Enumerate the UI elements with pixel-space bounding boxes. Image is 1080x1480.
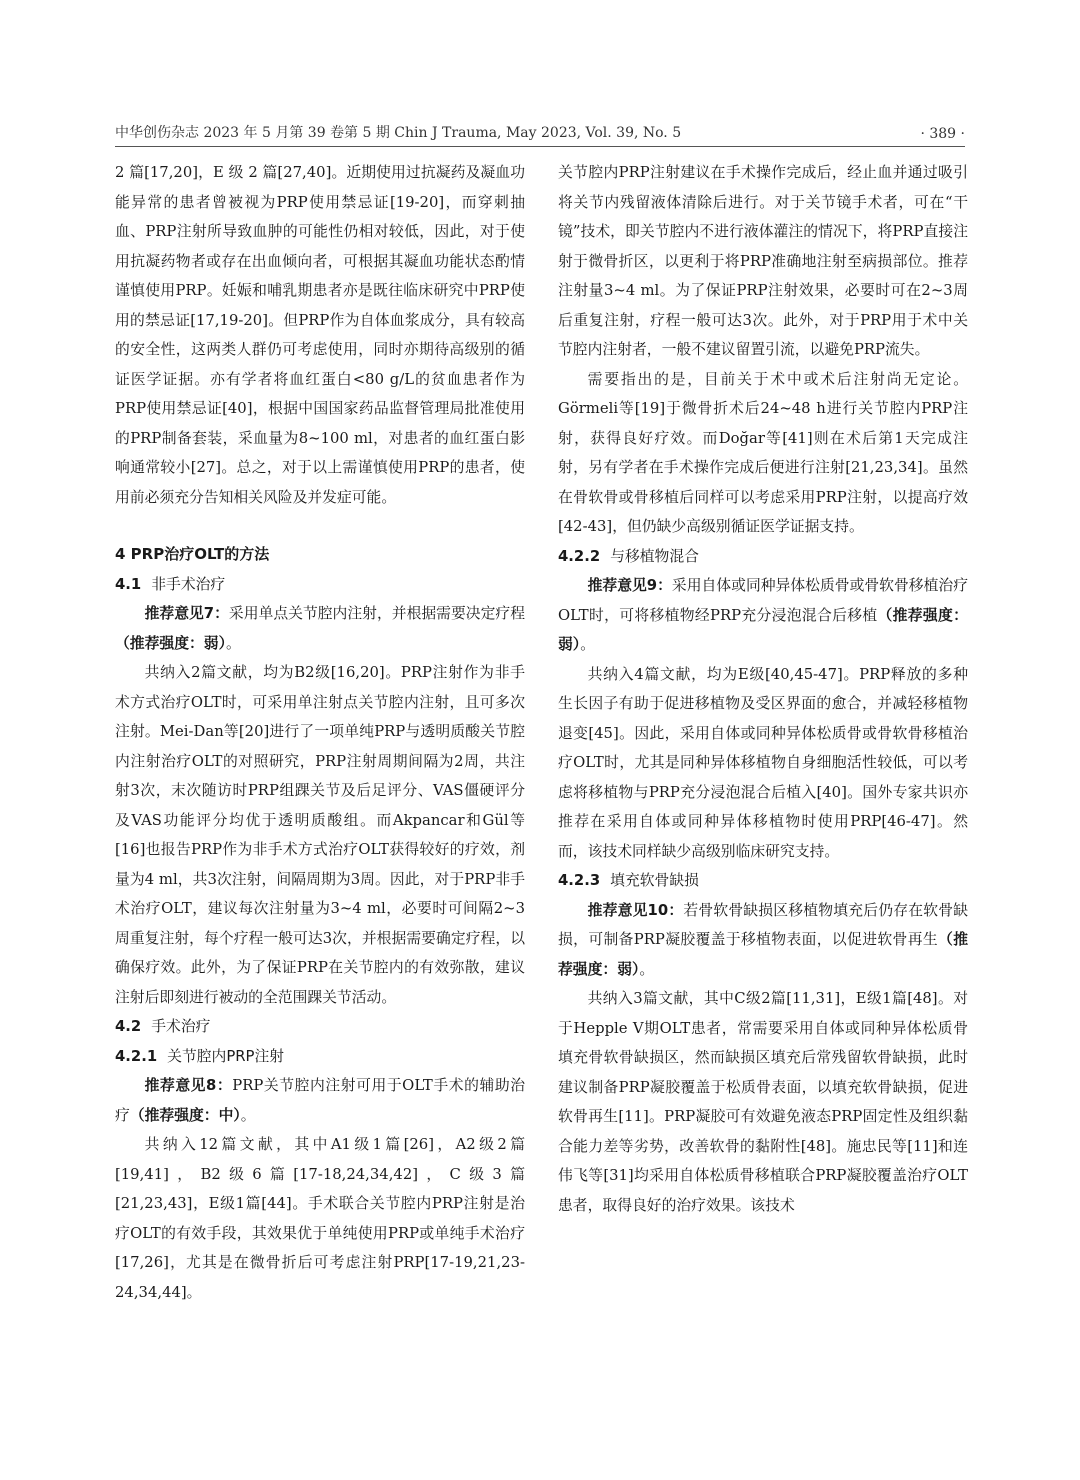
paragraph-cartilage-defect: 共纳入3篇文献，其中C级2篇[11,31]，E级1篇[48]。对于Hepple Ⅴ期OLT患者，常需要采用自体或同种异体松质骨填充骨软骨缺损区，然而缺损区填充后常残留软骨缺损，此时建议制备PRP凝胶覆盖于松质骨表面，以填充软骨缺损，促进软骨再生[11]。PRP凝胶可有效避免液态PRP固定性及组织黏合能力差等劣势，改善软骨的黏附性[48]。施忠民等[11]和连伟飞等[31]均采用自体松质骨移植联合PRP凝胶覆盖治疗OLT患者，取得良好的治疗效果。该技术 <box>558 990 968 1214</box>
recommendation-strength: （推荐强度：中） <box>129 1106 241 1124</box>
section-gap <box>115 512 525 540</box>
subsection-heading-4-2-2 <box>558 542 968 572</box>
subsection-title: 非手术治疗 <box>151 575 226 593</box>
right-column <box>558 158 968 1220</box>
subsection-heading-4-1 <box>115 570 525 600</box>
subsection-title: 关节腔内PRP注射 <box>167 1047 285 1065</box>
paragraph-no-consensus: 需要指出的是，目前关于术中或术后注射尚无定论。Görmeli等[19]于微骨折术后24~48 h进行关节腔内PRP注射，获得良好疗效。而Doğar等[41]则在术后第1天完成注射，另有学者在手术操作完成后便进行注射[21,23,34]。虽然在骨软骨或骨移植后同样可以考虑采用PRP注射，以提高疗效[42-43]，但仍缺少高级别循证医学证据支持。 <box>558 370 968 535</box>
recommendation-text: 采用自体或同种异体松质骨或骨软骨移植治疗OLT时，可将移植物经PRP充分浸泡混合后移植 <box>558 577 968 624</box>
journal-citation: 中华创伤杂志 2023 年 5 月第 39 卷第 5 期 Chin J Trauma, May 2023, Vol. 39, No. 5 <box>115 125 682 141</box>
recommendation-label: 推荐意见8： <box>144 1077 233 1094</box>
running-header <box>115 118 965 147</box>
left-column <box>115 158 525 1307</box>
recommendation-end: 。 <box>240 1106 256 1124</box>
recommendation-label: 推荐意见9： <box>587 577 672 594</box>
recommendation-strength: （推荐强度：弱） <box>558 606 968 653</box>
subsection-title: 手术治疗 <box>151 1018 211 1035</box>
subsection-number: 4.2.3 <box>558 872 601 889</box>
page-number: · 389 · <box>920 126 965 142</box>
recommendation-text: PRP关节腔内注射可用于OLT手术的辅助治疗 <box>115 1077 525 1124</box>
recommendation-label: 推荐意见10： <box>587 901 684 919</box>
recommendation-10 <box>558 896 968 985</box>
paragraph-intraarticular-evidence: 共纳入12篇文献，其中A1级1篇[26]，A2级2篇[19,41]，B2级6篇[17-18,24,34,42]，C级3篇[21,23,43]，E级1篇[44]。手术联合关节腔内PRP注射是治疗OLT的有效手段，其效果优于单纯使用PRP或单纯手术治疗[17,26]，尤其是在微骨折后可考虑注射PRP[17-19,21,23-24,34,44]。 <box>115 1136 525 1301</box>
recommendation-end: 。 <box>580 636 596 653</box>
recommendation-end: 。 <box>639 960 655 978</box>
subsection-number: 4.2.2 <box>558 547 601 565</box>
recommendation-text: 采用单点关节腔内注射，并根据需要决定疗程 <box>228 605 525 622</box>
recommendation-9 <box>558 571 968 660</box>
recommendation-label: 推荐意见7： <box>144 605 229 622</box>
subsection-number: 4.2 <box>115 1018 142 1035</box>
subsection-heading-4-2 <box>115 1012 525 1042</box>
recommendation-end: 。 <box>225 634 241 652</box>
recommendation-text: 若骨软骨缺损区移植物填充后仍存在软骨缺损，可制备PRP凝胶覆盖于移植物表面，以促进软骨再生 <box>558 901 968 948</box>
recommendation-strength: （推荐强度：弱） <box>115 634 226 652</box>
recommendation-strength: （推荐强度：弱） <box>558 931 968 978</box>
subsection-title: 填充软骨缺损 <box>610 872 699 889</box>
section-heading-4: 4 PRP治疗OLT的方法 <box>115 545 270 563</box>
paragraph-nonsurgical: 共纳入2篇文献，均为B2级[16,20]。PRP注射作为非手术方式治疗OLT时，可采用单注射点关节腔内注射，且可多次注射。Mei-Dan等[20]进行了一项单纯PRP与透明质酸关节腔内注射治疗OLT的对照研究，PRP注射周期间隔为2周，共注射3次，末次随访时PRP组踝关节及后足评分、VAS僵硬评分及VAS功能评分均优于透明质酸组。而Akpancar和Gül等[16]也报告PRP作为非手术方式治疗OLT获得较好的疗效，剂量为4 ml，共3次注射，间隔周期为3周。因此，对于PRP非手术治疗OLT，建议每次注射量为3~4 ml，必要时可间隔2~3周重复注射，每个疗程一般可达3次，并根据需要确定疗程，以确保疗效。此外，为了保证PRP在关节腔内的有效弥散，建议注射后即刻进行被动的全范围踝关节活动。 <box>115 664 525 1006</box>
paragraph-graft-mixing: 共纳入4篇文献，均为E级[40,45-47]。PRP释放的多种生长因子有助于促进移植物及受区界面的愈合，并减轻移植物退变[45]。因此，采用自体或同种异体松质骨或骨软骨移植治疗OLT时，尤其是同种异体移植物自身细胞活性较低，可以考虑将移植物与PRP充分浸泡混合后植入[40]。国外专家共识亦推荐在采用自体或同种异体移植物时使用PRP[46-47]。然而，该技术同样缺少高级别临床研究支持。 <box>558 665 968 860</box>
subsection-title: 与移植物混合 <box>610 547 699 565</box>
paragraph-contraindications: 2 篇[17,20]，E 级 2 篇[27,40]。近期使用过抗凝药及凝血功能异常的患者曾被视为PRP使用禁忌证[19-20]，而穿刺抽血、PRP注射所导致血肿的可能性仍相对较低，因此，对于使用抗凝药物者或存在出血倾向者，可根据其凝血功能状态酌情谨慎使用PRP。妊娠和哺乳期患者亦是既往临床研究中PRP使用的禁忌证[17,19-20]。但PRP作为自体血浆成分，具有较高的安全性，这两类人群仍可考虑使用，同时亦期待高级别的循证医学证据。亦有学者将血红蛋白<80 g/L的贫血患者作为PRP使用禁忌证[40]，根据中国国家药品监督管理局批准使用的PRP制备套装，采血量为8~100 ml，对患者的血红蛋白影响通常较小[27]。总之，对于以上需谨慎使用PRP的患者，使用前必须充分告知相关风险及并发症可能。 <box>115 164 525 506</box>
subsection-number: 4.2.1 <box>115 1047 158 1065</box>
subsection-heading-4-2-1 <box>115 1042 525 1072</box>
recommendation-7 <box>115 599 525 658</box>
subsection-heading-4-2-3 <box>558 866 968 896</box>
subsection-number: 4.1 <box>115 575 142 593</box>
paragraph-injection-timing: 关节腔内PRP注射建议在手术操作完成后，经止血并通过吸引将关节内残留液体清除后进行。对于关节镜手术者，可在“干镜”技术，即关节腔内不进行液体灌注的情况下，将PRP直接注射于微骨折区，以更利于将PRP准确地注射至病损部位。推荐注射量3~4 ml。为了保证PRP注射效果，必要时可在2~3周后重复注射，疗程一般可达3次。此外，对于PRP用于术中关节腔内注射者，一般不建议留置引流，以避免PRP流失。 <box>558 164 968 358</box>
recommendation-8 <box>115 1071 525 1130</box>
